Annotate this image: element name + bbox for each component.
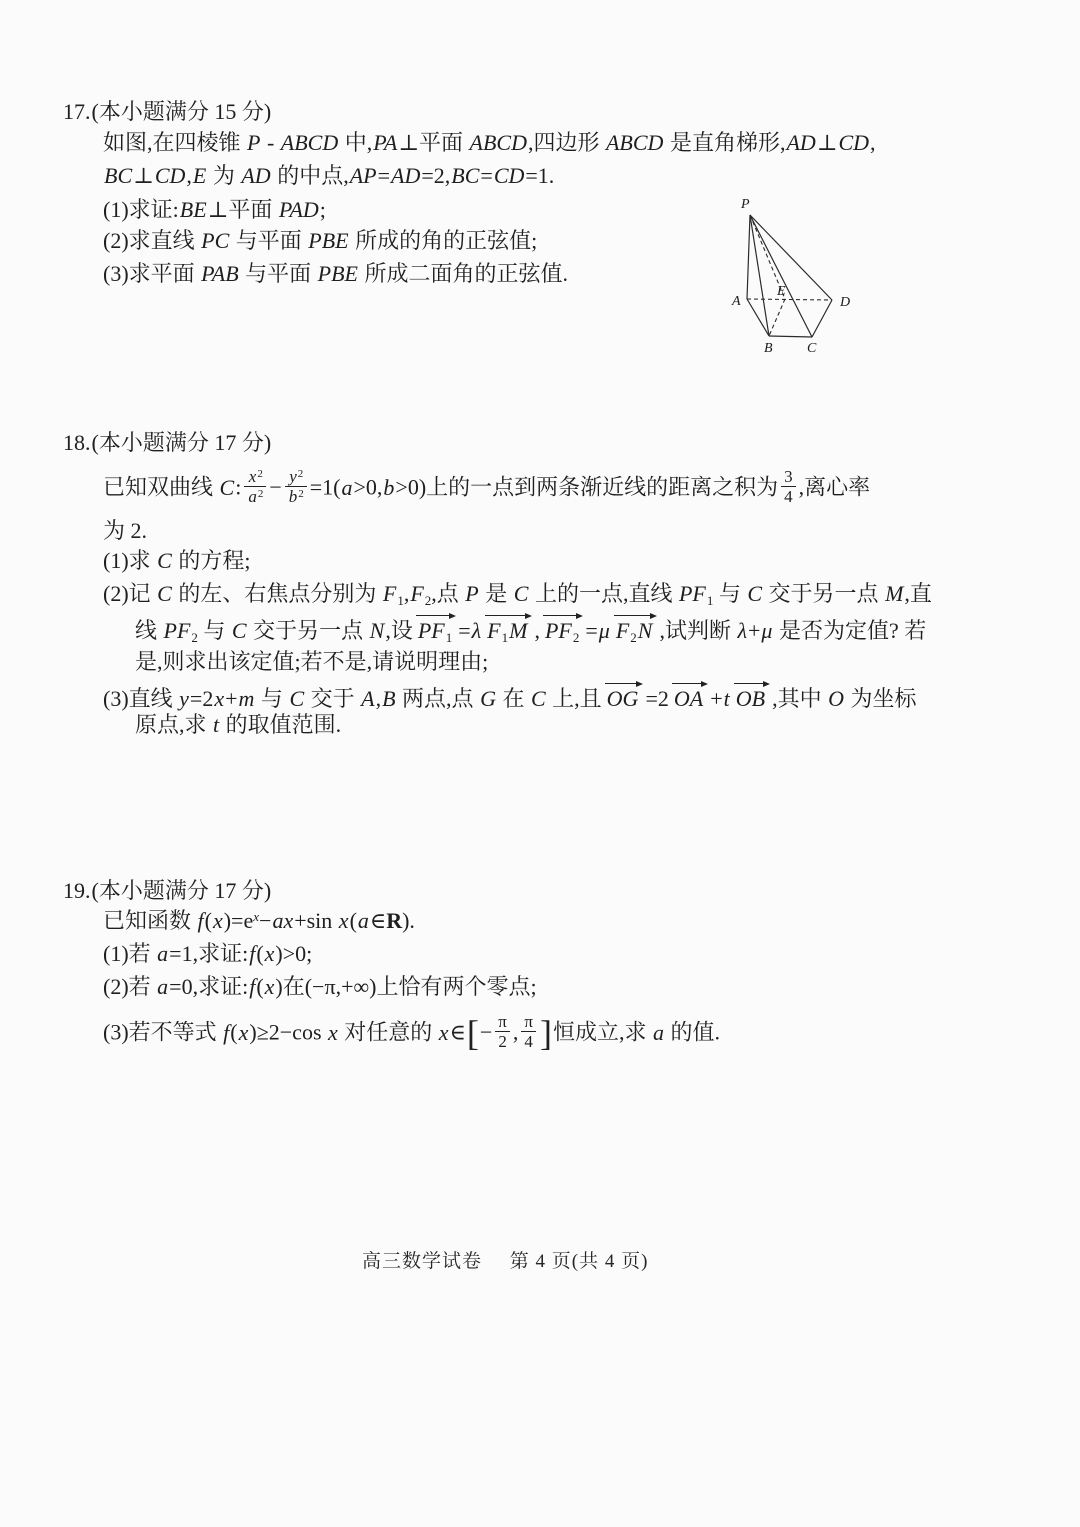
pyramid-solid-edges [747,215,832,337]
problem-18-number: 18. [63,430,91,455]
pyramid-vertex-labels [731,197,850,356]
problem-19-subquestion-1: (1)若 a=1,求证:f(x)>0; [103,941,313,966]
problem-18-subquestion-2-line-2: 线 $PF_2$ 与 C 交于另一点 N,设 $PF_1 =\lambda$ $F_1M$ , $PF_2 =\mu$ $F_2N$ ,试判断 λ+μ 是否为定值? 若 [135,614,926,644]
problem-19-score-note: (本小题满分 17 分) [91,878,272,903]
problem-17-subquestion-2: (2)求直线 PC 与平面 PBE 所成的角的正弦值; [103,228,538,253]
footer-exam-name: 高三数学试卷 [362,1251,483,1272]
problem-18-score-note: (本小题满分 17 分) [91,430,272,455]
pyramid-figure [722,192,872,364]
problem-17-statement-line-2: BC⊥CD,E 为 AD 的中点,AP=AD=2,BC=CD=1. [104,163,555,188]
vertex-label-d: D [840,295,851,310]
vertex-label-p: P [741,197,750,212]
page-footer [362,1246,648,1273]
problem-18-subquestion-1: (1)求 C 的方程; [103,548,251,573]
vertex-label-b: B [764,341,773,356]
problem-18-subquestion-2-line-1: (2)记 C 的左、右焦点分别为 $F_1,F_2$,点 P 是 C 上的一点,直线 $PF_1$ 与 C 交于另一点 M,直 [103,581,932,608]
problem-17-score-note: (本小题满分 15 分) [91,99,272,124]
problem-19-subquestion-2: (2)若 a=0,求证:f(x)在(−π,+∞)上恰有两个零点; [103,974,537,999]
problem-18-statement-line-2: 为 2. [103,518,148,543]
vertex-label-e: E [777,284,786,299]
problem-18-statement-line-1: 已知双曲线 C: $\frac{x^2}{a^2}$ − $\frac{y^2}{b^2}$ =1(a>0,b>0)上的一点到两条渐近线的距离之积为 $\frac{3}{4}$ ,离心率 [103,467,871,507]
problem-19-header [63,878,271,904]
problem-19-number: 19. [63,878,91,903]
problem-19-subquestion-3: (3)若不等式 f(x)≥2−cos x 对任意的 x∈[− $\frac{\pi}{2}$ , $\frac{\pi}{4}$ ]恒成立,求 a 的值. [103,1012,720,1053]
problem-19-statement-line-1: 已知函数 $f(x)=e^x-ax+\sin$ x(a∈R). [103,908,415,933]
vertex-label-c: C [807,341,817,356]
problem-18-subquestion-3-line-1: (3)直线 y=2x+m 与 C 交于 A,B 两点,点 G 在 C 上,且 OG =2 OA +t OB ,其中 O 为坐标 [103,682,917,712]
problem-17-subquestion-3: (3)求平面 PAB 与平面 PBE 所成二面角的正弦值. [103,261,568,286]
problem-17-statement-line-1: 如图,在四棱锥 P - ABCD 中,PA⊥平面 ABCD,四边形 ABCD 是直角梯形,AD⊥CD, [103,130,876,155]
problem-18-header [63,430,271,456]
footer-page-info: 第 4 页(共 4 页) [509,1251,649,1272]
problem-18-subquestion-3-line-2: 原点,求 t 的取值范围. [135,712,342,737]
problem-18-subquestion-2-line-3: 是,则求出该定值;若不是,请说明理由; [135,649,489,674]
vertex-label-a: A [732,294,741,309]
problem-17-number: 17. [63,99,91,124]
problem-17-header [63,99,271,125]
problem-17-subquestion-1: (1)求证:BE⊥平面 PAD; [103,197,326,222]
